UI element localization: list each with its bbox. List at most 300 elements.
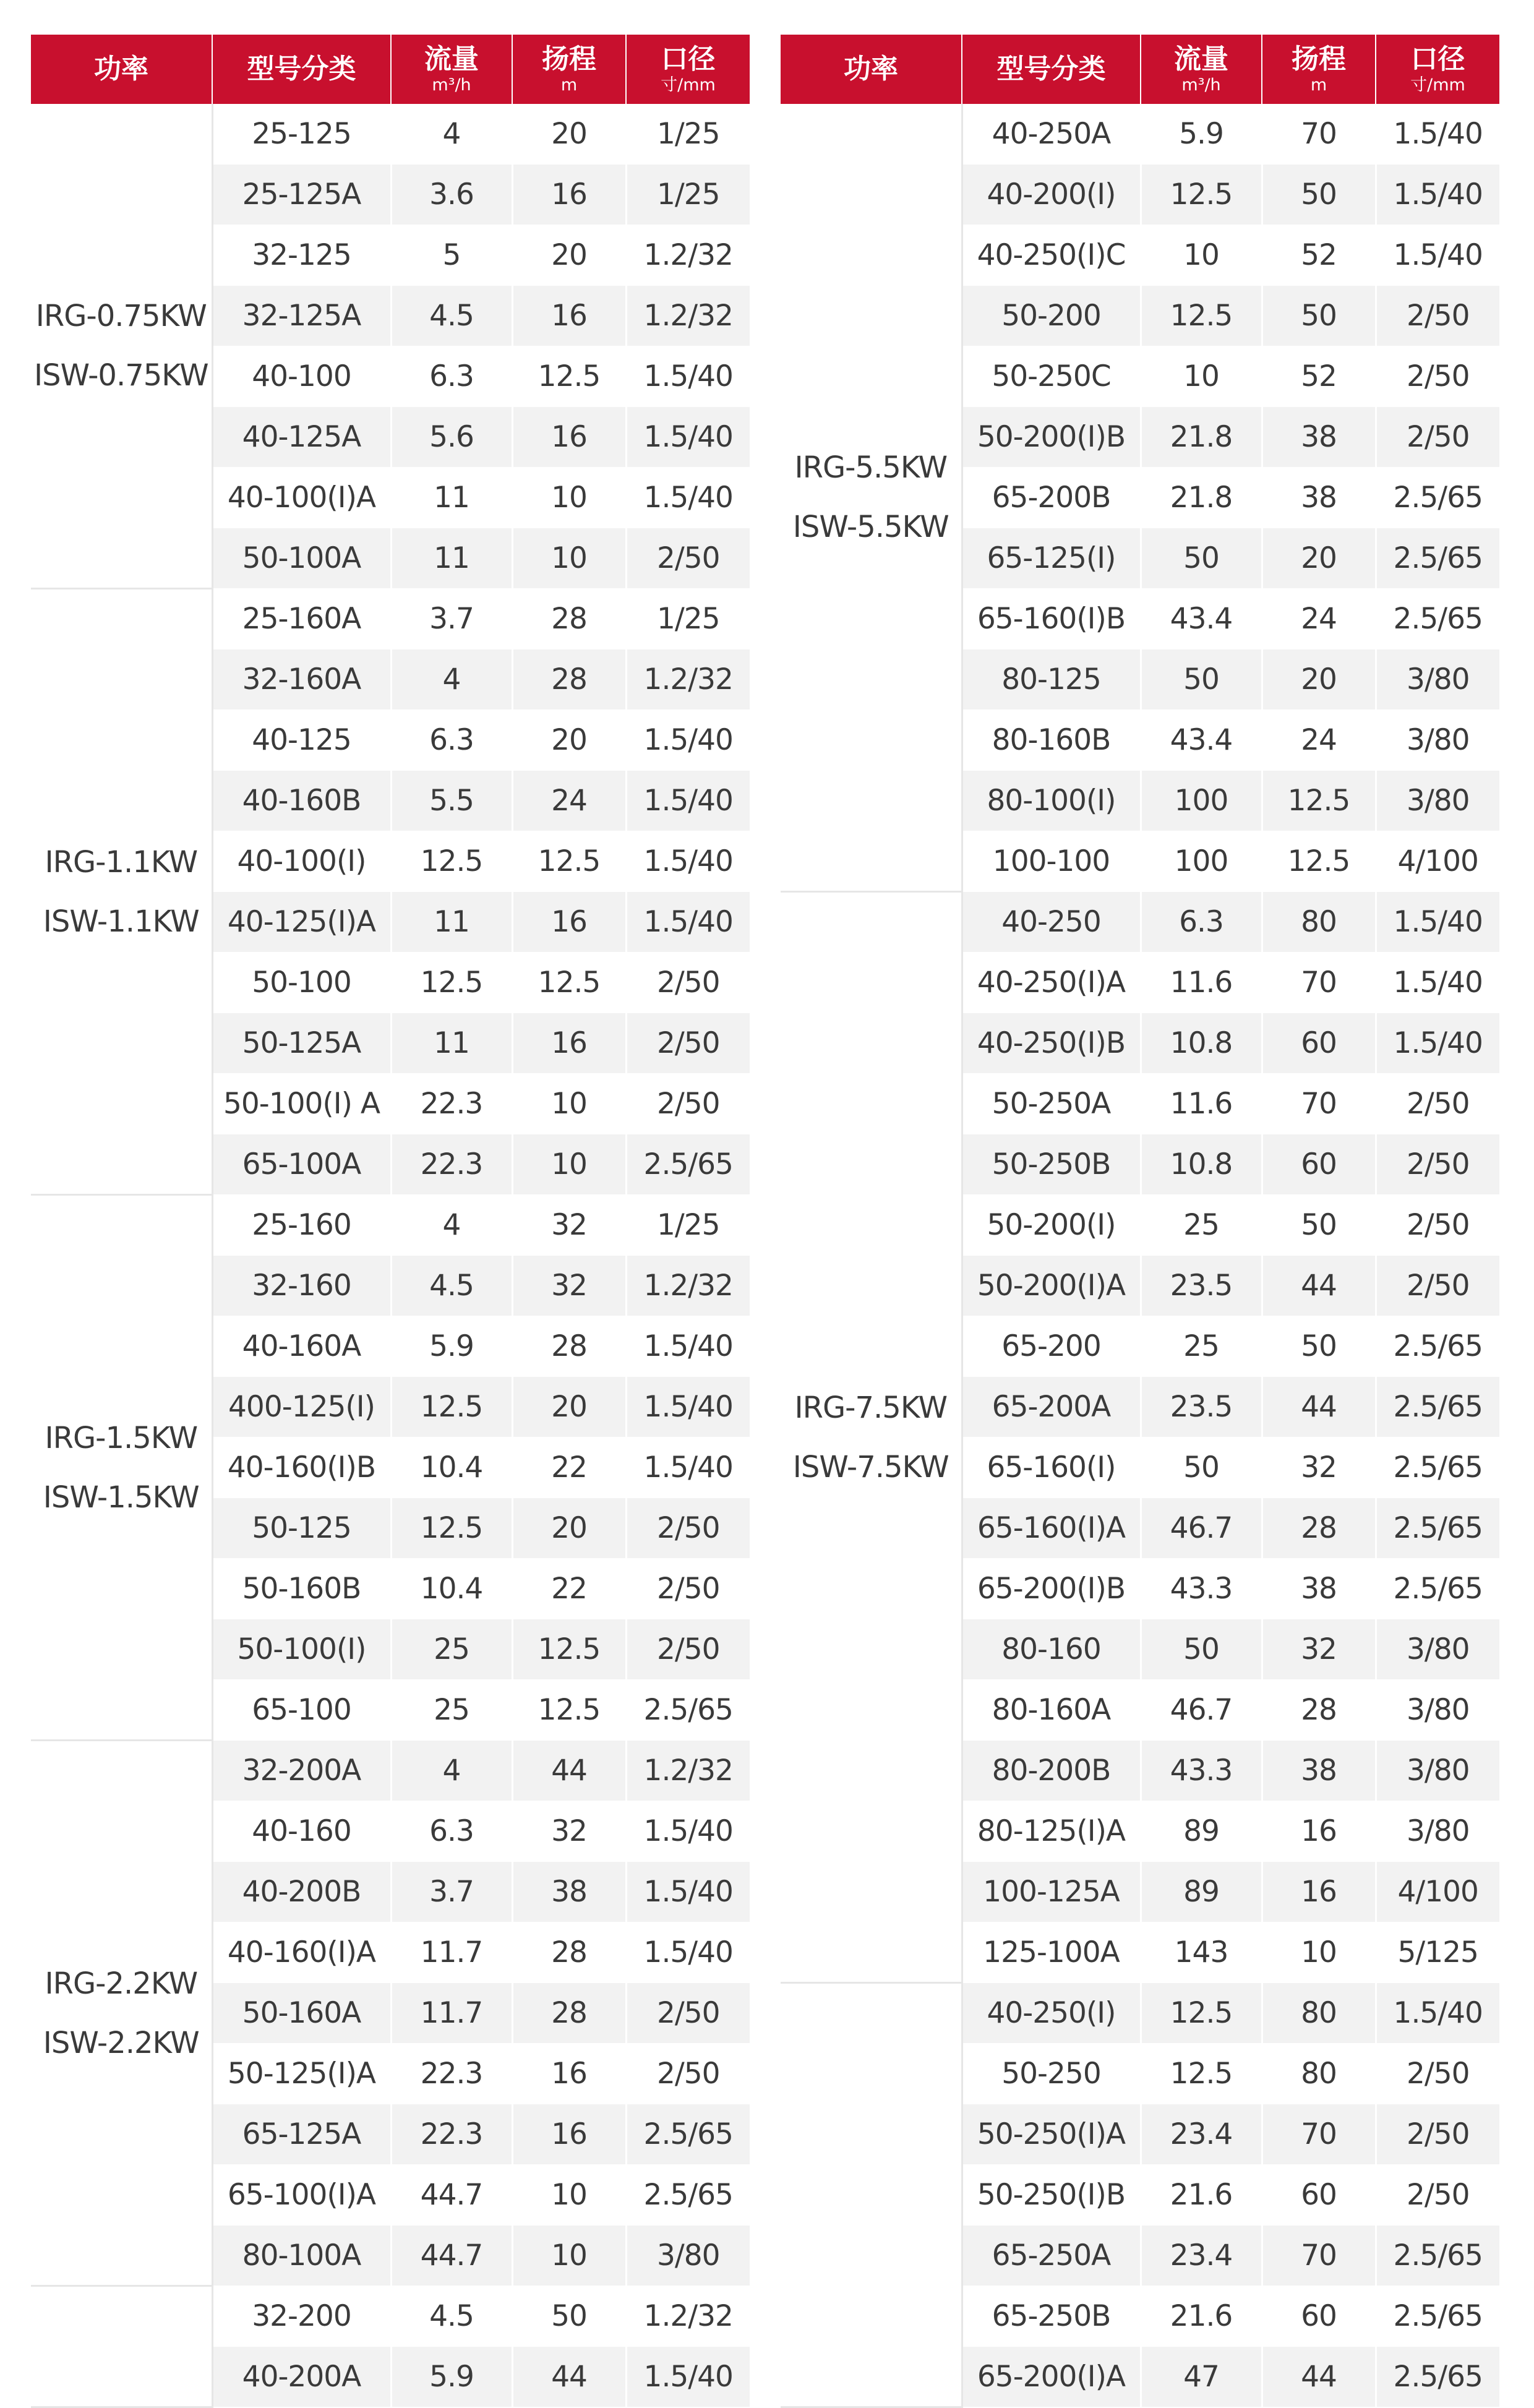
model-cell: 400-125(I) <box>212 1377 391 1438</box>
power-group-cell <box>31 1195 212 1741</box>
header-head-unit: m <box>1310 75 1327 95</box>
flow-cell: 21.6 <box>1141 2286 1262 2347</box>
flow-cell: 50 <box>1141 1438 1262 1498</box>
model-cell: 40-250(I) <box>962 1983 1141 2044</box>
head-cell: 28 <box>1262 1680 1376 1741</box>
model-cell: 80-160A <box>962 1680 1141 1741</box>
head-cell: 22 <box>512 1438 626 1498</box>
model-cell: 65-100 <box>212 1680 391 1741</box>
model-cell: 65-250A <box>962 2226 1141 2286</box>
head-cell: 16 <box>512 2104 626 2165</box>
caliber-cell: 1.2/32 <box>626 225 750 286</box>
head-cell: 32 <box>512 1195 626 1256</box>
flow-cell: 4.5 <box>391 286 512 346</box>
flow-cell: 12.5 <box>1141 165 1262 225</box>
caliber-cell: 2/50 <box>1376 1256 1499 1316</box>
caliber-cell: 2.5/65 <box>626 2104 750 2165</box>
flow-cell: 4 <box>391 649 512 710</box>
caliber-cell: 1.5/40 <box>626 1377 750 1438</box>
head-cell: 70 <box>1262 1074 1376 1134</box>
caliber-cell: 2/50 <box>626 1498 750 1559</box>
flow-cell: 50 <box>1141 649 1262 710</box>
head-cell: 16 <box>512 2044 626 2104</box>
head-cell: 44 <box>1262 1256 1376 1316</box>
flow-cell: 3.7 <box>391 1862 512 1922</box>
model-cell: 50-250B <box>962 1134 1141 1195</box>
model-cell: 40-160B <box>212 771 391 831</box>
flow-cell: 11.6 <box>1141 1074 1262 1134</box>
head-cell: 20 <box>1262 528 1376 589</box>
model-cell: 50-250(I)A <box>962 2104 1141 2165</box>
flow-cell: 100 <box>1141 831 1262 892</box>
head-cell: 32 <box>512 1256 626 1316</box>
flow-cell: 12.5 <box>391 1377 512 1438</box>
caliber-cell: 2/50 <box>626 953 750 1013</box>
flow-cell: 5 <box>391 225 512 286</box>
caliber-cell: 2.5/65 <box>1376 1498 1499 1559</box>
caliber-cell: 2.5/65 <box>1376 2286 1499 2347</box>
flow-cell: 10.8 <box>1141 1013 1262 1074</box>
header-caliber: 口径 寸/mm <box>626 35 750 104</box>
head-cell: 12.5 <box>512 953 626 1013</box>
caliber-cell: 2.5/65 <box>1376 528 1499 589</box>
flow-cell: 46.7 <box>1141 1680 1262 1741</box>
flow-cell: 22.3 <box>391 2044 512 2104</box>
head-cell: 20 <box>512 710 626 771</box>
caliber-cell: 1.5/40 <box>1376 892 1499 953</box>
flow-cell: 43.3 <box>1141 1559 1262 1619</box>
caliber-cell: 2/50 <box>626 1559 750 1619</box>
header-power: 功率 <box>31 35 212 104</box>
model-cell: 40-100(I)A <box>212 468 391 528</box>
model-cell: 80-100A <box>212 2226 391 2286</box>
flow-cell: 11 <box>391 892 512 953</box>
head-cell: 32 <box>512 1801 626 1862</box>
flow-cell: 5.9 <box>1141 104 1262 165</box>
caliber-cell: 1.2/32 <box>626 649 750 710</box>
caliber-cell: 1.5/40 <box>626 831 750 892</box>
model-cell: 80-200B <box>962 1741 1141 1801</box>
head-cell: 16 <box>1262 1801 1376 1862</box>
header-head-unit: m <box>560 75 578 95</box>
flow-cell: 89 <box>1141 1801 1262 1862</box>
model-cell: 50-200(I) <box>962 1195 1141 1256</box>
flow-cell: 89 <box>1141 1862 1262 1922</box>
flow-cell: 4 <box>391 1741 512 1801</box>
table-row <box>31 104 750 165</box>
table-row <box>31 1195 750 1256</box>
head-cell: 50 <box>512 2286 626 2347</box>
head-cell: 28 <box>512 1983 626 2044</box>
model-cell: 65-200 <box>962 1316 1141 1377</box>
flow-cell: 3.7 <box>391 589 512 649</box>
head-cell: 38 <box>1262 1741 1376 1801</box>
caliber-cell: 2/50 <box>626 528 750 589</box>
model-cell: 40-125A <box>212 407 391 468</box>
model-cell: 50-125A <box>212 1013 391 1074</box>
model-cell: 50-250A <box>962 1074 1141 1134</box>
flow-cell: 44.7 <box>391 2165 512 2226</box>
flow-cell: 12.5 <box>391 1498 512 1559</box>
model-cell: 125-100A <box>962 1922 1141 1983</box>
head-cell: 28 <box>512 1922 626 1983</box>
power-label: ISW-2.2KW <box>43 2025 199 2060</box>
power-label: ISW-1.5KW <box>43 1480 199 1515</box>
caliber-cell: 2/50 <box>626 1013 750 1074</box>
head-cell: 24 <box>1262 589 1376 649</box>
flow-cell: 23.5 <box>1141 1377 1262 1438</box>
flow-cell: 11.6 <box>1141 953 1262 1013</box>
caliber-cell: 1.5/40 <box>626 1922 750 1983</box>
model-cell: 100-125A <box>962 1862 1141 1922</box>
flow-cell: 25 <box>1141 1316 1262 1377</box>
model-cell: 65-125A <box>212 2104 391 2165</box>
flow-cell: 6.3 <box>391 346 512 407</box>
caliber-cell: 1.5/40 <box>626 771 750 831</box>
flow-cell: 5.9 <box>391 2347 512 2407</box>
model-cell: 32-125A <box>212 286 391 346</box>
model-cell: 40-250(I)A <box>962 953 1141 1013</box>
head-cell: 38 <box>1262 407 1376 468</box>
caliber-cell: 2/50 <box>626 1619 750 1680</box>
head-cell: 24 <box>512 771 626 831</box>
head-cell: 60 <box>1262 2165 1376 2226</box>
model-cell: 65-100(I)A <box>212 2165 391 2226</box>
model-cell: 40-125(I)A <box>212 892 391 953</box>
model-cell: 80-100(I) <box>962 771 1141 831</box>
flow-cell: 12.5 <box>1141 1983 1262 2044</box>
model-cell: 50-250 <box>962 2044 1141 2104</box>
model-cell: 50-125(I)A <box>212 2044 391 2104</box>
model-cell: 40-250 <box>962 892 1141 953</box>
head-cell: 52 <box>1262 346 1376 407</box>
head-cell: 70 <box>1262 2226 1376 2286</box>
flow-cell: 6.3 <box>391 710 512 771</box>
model-cell: 25-125A <box>212 165 391 225</box>
header-flow-unit: m³/h <box>432 75 471 95</box>
caliber-cell: 2/50 <box>1376 2165 1499 2226</box>
caliber-cell: 3/80 <box>1376 710 1499 771</box>
flow-cell: 23.4 <box>1141 2104 1262 2165</box>
model-cell: 50-250(I)B <box>962 2165 1141 2226</box>
head-cell: 80 <box>1262 1983 1376 2044</box>
caliber-cell: 2/50 <box>626 1074 750 1134</box>
model-cell: 65-200(I)B <box>962 1559 1141 1619</box>
caliber-cell: 2/50 <box>1376 286 1499 346</box>
caliber-cell: 1.5/40 <box>1376 1013 1499 1074</box>
head-cell: 12.5 <box>512 1619 626 1680</box>
power-label: ISW-7.5KW <box>792 1449 949 1485</box>
model-cell: 32-160 <box>212 1256 391 1316</box>
caliber-cell: 1.5/40 <box>626 1438 750 1498</box>
model-cell: 80-160 <box>962 1619 1141 1680</box>
caliber-cell: 1/25 <box>626 589 750 649</box>
table-header-row <box>31 35 750 104</box>
model-cell: 40-100(I) <box>212 831 391 892</box>
caliber-cell: 1.5/40 <box>626 1316 750 1377</box>
flow-cell: 47 <box>1141 2347 1262 2407</box>
head-cell: 10 <box>512 528 626 589</box>
head-cell: 50 <box>1262 1195 1376 1256</box>
head-cell: 16 <box>512 165 626 225</box>
flow-cell: 11.7 <box>391 1983 512 2044</box>
flow-cell: 21.8 <box>1141 407 1262 468</box>
flow-cell: 25 <box>391 1619 512 1680</box>
head-cell: 44 <box>1262 1377 1376 1438</box>
caliber-cell: 5/125 <box>1376 1922 1499 1983</box>
model-cell: 32-160A <box>212 649 391 710</box>
power-label: IRG-7.5KW <box>794 1390 948 1425</box>
flow-cell: 21.6 <box>1141 2165 1262 2226</box>
flow-cell: 4.5 <box>391 2286 512 2347</box>
caliber-cell: 1/25 <box>626 104 750 165</box>
header-caliber-unit: 寸/mm <box>661 75 716 95</box>
head-cell: 22 <box>512 1559 626 1619</box>
caliber-cell: 3/80 <box>1376 1680 1499 1741</box>
power-label: ISW-0.75KW <box>33 358 208 393</box>
head-cell: 12.5 <box>1262 771 1376 831</box>
head-cell: 60 <box>1262 2286 1376 2347</box>
power-group-cell <box>781 104 962 892</box>
caliber-cell: 1/25 <box>626 1195 750 1256</box>
model-cell: 65-125(I) <box>962 528 1141 589</box>
head-cell: 20 <box>1262 649 1376 710</box>
table-row <box>31 2286 750 2347</box>
head-cell: 60 <box>1262 1013 1376 1074</box>
model-cell: 40-250(I)C <box>962 225 1141 286</box>
model-cell: 65-100A <box>212 1134 391 1195</box>
flow-cell: 11 <box>391 1013 512 1074</box>
head-cell: 20 <box>512 104 626 165</box>
caliber-cell: 2/50 <box>626 1983 750 2044</box>
model-cell: 50-100A <box>212 528 391 589</box>
caliber-cell: 2.5/65 <box>1376 2347 1499 2407</box>
caliber-cell: 1.5/40 <box>1376 225 1499 286</box>
caliber-cell: 2.5/65 <box>1376 1316 1499 1377</box>
caliber-cell: 2.5/65 <box>626 2165 750 2226</box>
power-group-cell <box>31 1741 212 2286</box>
model-cell: 25-125 <box>212 104 391 165</box>
power-label: ISW-5.5KW <box>792 510 949 544</box>
caliber-cell: 1/25 <box>626 165 750 225</box>
caliber-cell: 1.5/40 <box>626 892 750 953</box>
table-row <box>31 589 750 649</box>
header-flow: 流量 m³/h <box>1141 35 1262 104</box>
head-cell: 50 <box>1262 165 1376 225</box>
model-cell: 65-160(I) <box>962 1438 1141 1498</box>
model-cell: 40-200B <box>212 1862 391 1922</box>
head-cell: 60 <box>1262 1134 1376 1195</box>
caliber-cell: 1.5/40 <box>1376 953 1499 1013</box>
model-cell: 50-250C <box>962 346 1141 407</box>
head-cell: 80 <box>1262 892 1376 953</box>
flow-cell: 12.5 <box>391 831 512 892</box>
model-cell: 80-160B <box>962 710 1141 771</box>
model-cell: 40-250A <box>962 104 1141 165</box>
flow-cell: 11.7 <box>391 1922 512 1983</box>
table-row <box>781 892 1499 953</box>
flow-cell: 11 <box>391 528 512 589</box>
head-cell: 70 <box>1262 953 1376 1013</box>
head-cell: 52 <box>1262 225 1376 286</box>
model-cell: 32-200A <box>212 1741 391 1801</box>
model-cell: 65-200B <box>962 468 1141 528</box>
head-cell: 28 <box>512 1316 626 1377</box>
caliber-cell: 2.5/65 <box>1376 468 1499 528</box>
caliber-cell: 3/80 <box>626 2226 750 2286</box>
head-cell: 20 <box>512 1498 626 1559</box>
head-cell: 12.5 <box>512 346 626 407</box>
head-cell: 32 <box>1262 1438 1376 1498</box>
model-cell: 65-250B <box>962 2286 1141 2347</box>
flow-cell: 43.4 <box>1141 589 1262 649</box>
head-cell: 80 <box>1262 2044 1376 2104</box>
caliber-cell: 2.5/65 <box>1376 589 1499 649</box>
head-cell: 44 <box>512 1741 626 1801</box>
model-cell: 25-160 <box>212 1195 391 1256</box>
header-power: 功率 <box>781 35 962 104</box>
spec-table-left <box>31 35 750 2408</box>
model-cell: 40-200(I) <box>962 165 1141 225</box>
head-cell: 10 <box>512 1074 626 1134</box>
caliber-cell: 1.2/32 <box>626 286 750 346</box>
model-cell: 65-160(I)B <box>962 589 1141 649</box>
header-head: 扬程 m <box>1262 35 1376 104</box>
caliber-cell: 1.5/40 <box>626 1801 750 1862</box>
model-cell: 65-200(I)A <box>962 2347 1141 2407</box>
model-cell: 50-100 <box>212 953 391 1013</box>
flow-cell: 4 <box>391 1195 512 1256</box>
header-model: 型号分类 <box>212 35 391 104</box>
power-label: IRG-0.75KW <box>35 299 207 333</box>
table-row <box>781 1983 1499 2044</box>
caliber-cell: 4/100 <box>1376 831 1499 892</box>
power-group-cell <box>781 1983 962 2407</box>
model-cell: 50-160B <box>212 1559 391 1619</box>
caliber-cell: 2.5/65 <box>626 1134 750 1195</box>
flow-cell: 25 <box>391 1680 512 1741</box>
head-cell: 12.5 <box>1262 831 1376 892</box>
header-caliber-unit: 寸/mm <box>1410 75 1465 95</box>
flow-cell: 43.4 <box>1141 710 1262 771</box>
model-cell: 100-100 <box>962 831 1141 892</box>
power-group-cell <box>31 589 212 1195</box>
head-cell: 70 <box>1262 104 1376 165</box>
caliber-cell: 2/50 <box>1376 2104 1499 2165</box>
caliber-cell: 1.5/40 <box>626 468 750 528</box>
flow-cell: 12.5 <box>1141 2044 1262 2104</box>
model-cell: 65-200A <box>962 1377 1141 1438</box>
model-cell: 50-200(I)B <box>962 407 1141 468</box>
flow-cell: 5.9 <box>391 1316 512 1377</box>
head-cell: 20 <box>512 225 626 286</box>
caliber-cell: 2.5/65 <box>1376 1377 1499 1438</box>
caliber-cell: 1.5/40 <box>626 346 750 407</box>
caliber-cell: 2/50 <box>1376 2044 1499 2104</box>
head-cell: 10 <box>512 2165 626 2226</box>
head-cell: 28 <box>1262 1498 1376 1559</box>
head-cell: 28 <box>512 589 626 649</box>
head-cell: 24 <box>1262 710 1376 771</box>
model-cell: 40-160(I)A <box>212 1922 391 1983</box>
power-group-cell <box>31 2286 212 2407</box>
model-cell: 40-125 <box>212 710 391 771</box>
caliber-cell: 3/80 <box>1376 1619 1499 1680</box>
model-cell: 32-125 <box>212 225 391 286</box>
flow-cell: 10 <box>1141 346 1262 407</box>
flow-cell: 12.5 <box>1141 286 1262 346</box>
flow-cell: 23.5 <box>1141 1256 1262 1316</box>
model-cell: 40-200A <box>212 2347 391 2407</box>
model-cell: 65-160(I)A <box>962 1498 1141 1559</box>
model-cell: 80-125(I)A <box>962 1801 1141 1862</box>
flow-cell: 21.8 <box>1141 468 1262 528</box>
model-cell: 50-100(I) <box>212 1619 391 1680</box>
caliber-cell: 1.2/32 <box>626 1741 750 1801</box>
head-cell: 16 <box>512 892 626 953</box>
caliber-cell: 4/100 <box>1376 1862 1499 1922</box>
caliber-cell: 2/50 <box>1376 1134 1499 1195</box>
caliber-cell: 1.5/40 <box>626 710 750 771</box>
caliber-cell: 1.5/40 <box>1376 165 1499 225</box>
flow-cell: 6.3 <box>391 1801 512 1862</box>
table-body-right <box>781 104 1499 2407</box>
caliber-cell: 3/80 <box>1376 1741 1499 1801</box>
model-cell: 40-250(I)B <box>962 1013 1141 1074</box>
head-cell: 50 <box>1262 286 1376 346</box>
head-cell: 32 <box>1262 1619 1376 1680</box>
table-header-row <box>781 35 1499 104</box>
head-cell: 50 <box>1262 1316 1376 1377</box>
caliber-cell: 3/80 <box>1376 771 1499 831</box>
flow-cell: 11 <box>391 468 512 528</box>
flow-cell: 23.4 <box>1141 2226 1262 2286</box>
flow-cell: 43.3 <box>1141 1741 1262 1801</box>
model-cell: 40-160(I)B <box>212 1438 391 1498</box>
flow-cell: 4 <box>391 104 512 165</box>
flow-cell: 143 <box>1141 1922 1262 1983</box>
caliber-cell: 2.5/65 <box>1376 1559 1499 1619</box>
flow-cell: 12.5 <box>391 953 512 1013</box>
flow-cell: 25 <box>1141 1195 1262 1256</box>
table-row <box>781 104 1499 165</box>
flow-cell: 6.3 <box>1141 892 1262 953</box>
caliber-cell: 2/50 <box>1376 346 1499 407</box>
flow-cell: 10.4 <box>391 1559 512 1619</box>
caliber-cell: 1.2/32 <box>626 1256 750 1316</box>
caliber-cell: 1.2/32 <box>626 2286 750 2347</box>
power-label: IRG-2.2KW <box>45 1966 198 2001</box>
caliber-cell: 2/50 <box>1376 1195 1499 1256</box>
head-cell: 70 <box>1262 2104 1376 2165</box>
head-cell: 12.5 <box>512 831 626 892</box>
head-cell: 12.5 <box>512 1680 626 1741</box>
flow-cell: 10.8 <box>1141 1134 1262 1195</box>
caliber-cell: 1.5/40 <box>1376 1983 1499 2044</box>
model-cell: 50-200 <box>962 286 1141 346</box>
header-head: 扬程 m <box>512 35 626 104</box>
head-cell: 20 <box>512 1377 626 1438</box>
header-caliber: 口径 寸/mm <box>1376 35 1499 104</box>
flow-cell: 5.5 <box>391 771 512 831</box>
head-cell: 38 <box>1262 1559 1376 1619</box>
flow-cell: 3.6 <box>391 165 512 225</box>
head-cell: 44 <box>1262 2347 1376 2407</box>
flow-cell: 50 <box>1141 1619 1262 1680</box>
head-cell: 10 <box>512 1134 626 1195</box>
head-cell: 16 <box>1262 1862 1376 1922</box>
power-group-cell <box>781 892 962 1983</box>
